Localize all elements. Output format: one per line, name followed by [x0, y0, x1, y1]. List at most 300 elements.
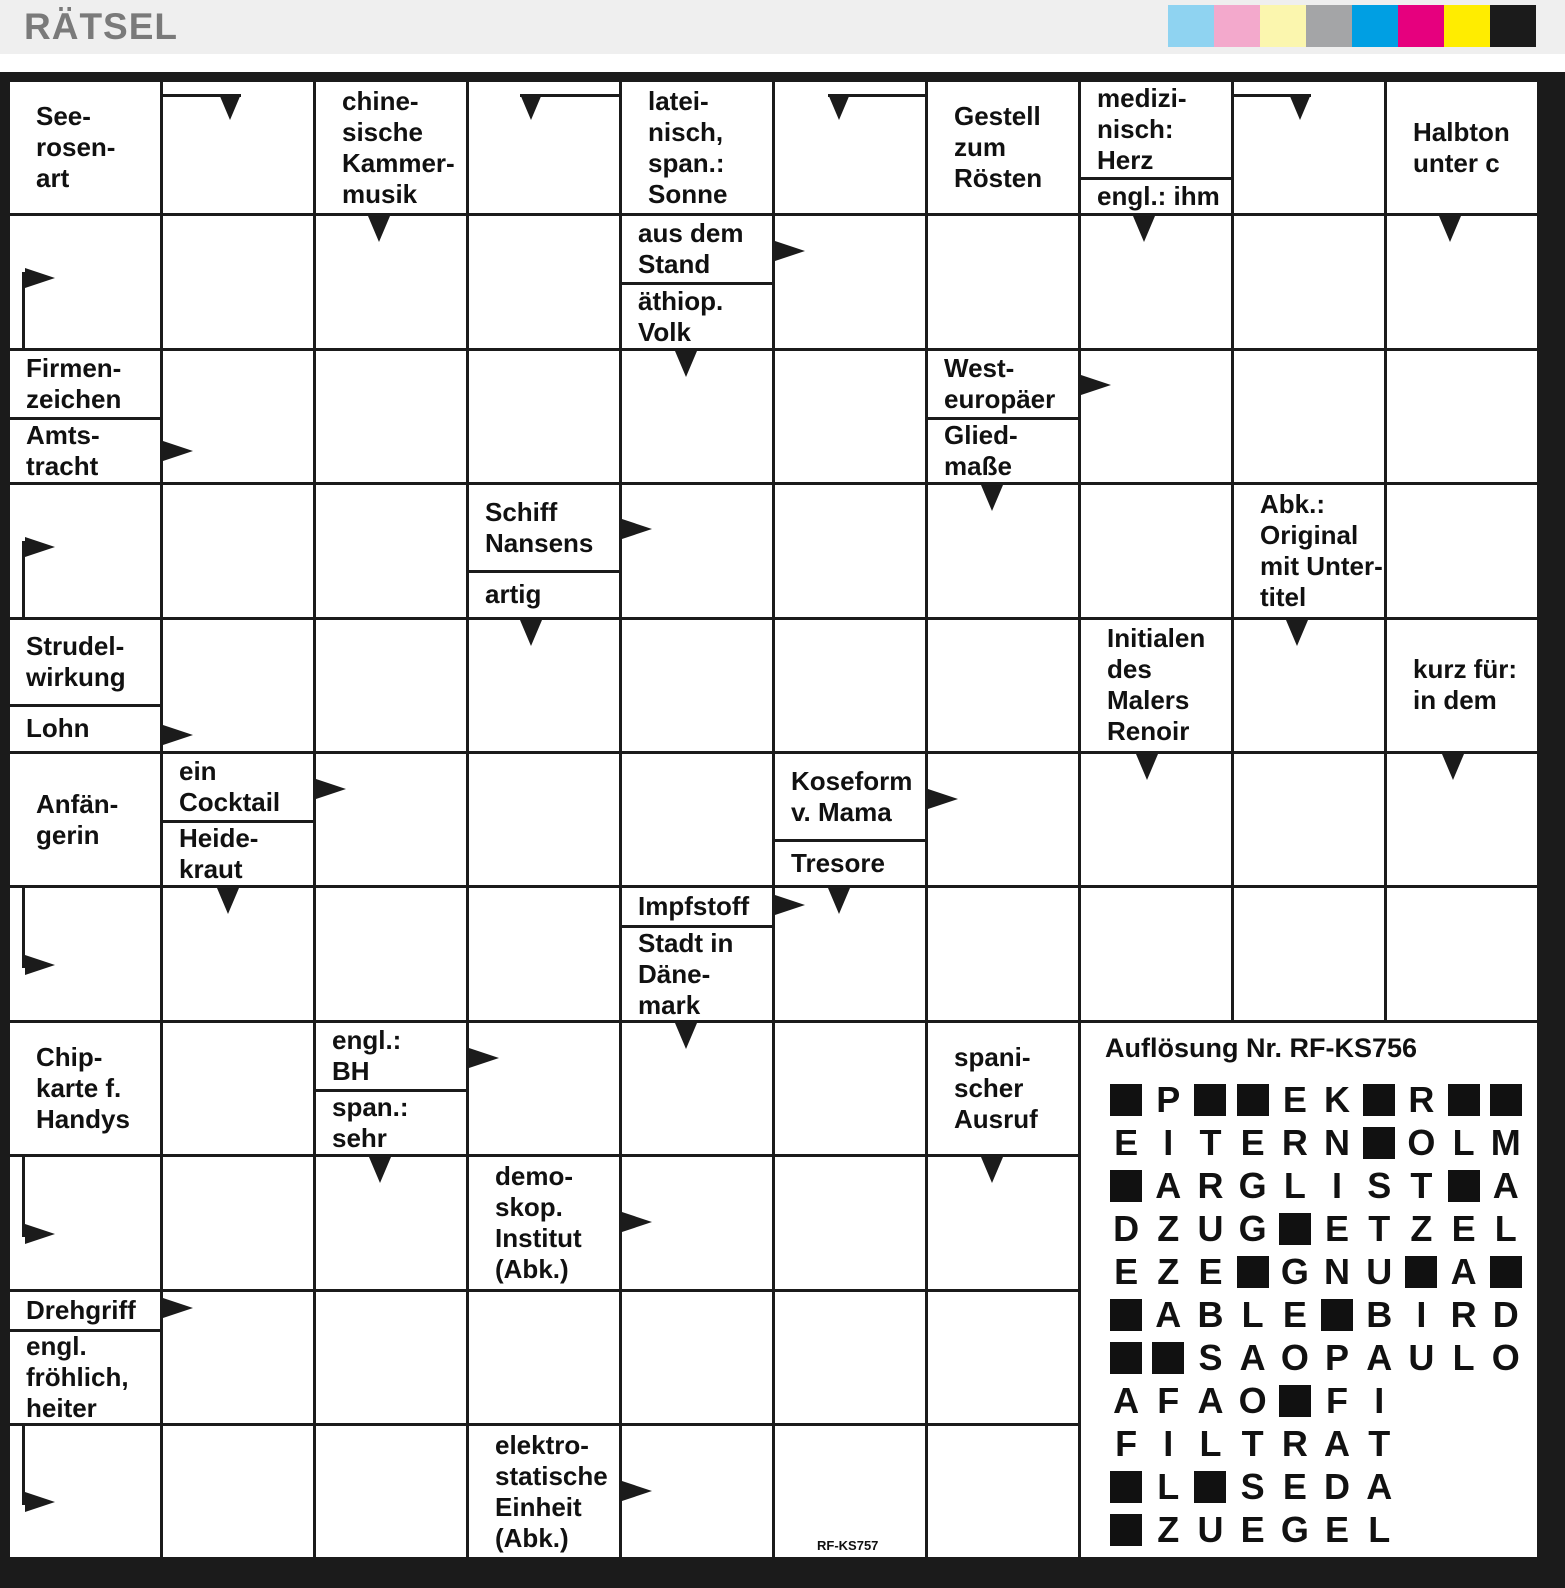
- grid-cell[interactable]: [316, 888, 466, 1019]
- solution-cell: R: [1281, 1122, 1308, 1164]
- solution-block: [1110, 1299, 1142, 1331]
- clue-cell: [469, 1426, 619, 1557]
- grid-cell[interactable]: [622, 1023, 772, 1154]
- grid-cell[interactable]: [1081, 351, 1231, 482]
- solution-cell: E: [1282, 1466, 1307, 1508]
- solution-cell: F: [1115, 1423, 1138, 1465]
- solution-cell: R: [1408, 1079, 1435, 1121]
- solution-cell: U: [1197, 1509, 1224, 1551]
- color-swatch: [1168, 5, 1214, 47]
- solution-block: [1321, 1299, 1353, 1331]
- solution-row: [1105, 1423, 1527, 1466]
- solution-cell: O: [1407, 1122, 1436, 1164]
- solution-cell: E: [1198, 1251, 1223, 1293]
- clue-bottom: [775, 842, 925, 885]
- solution-block: [1237, 1084, 1269, 1116]
- solution-cell: [1358, 1079, 1400, 1122]
- clue-top: [622, 888, 772, 925]
- grid-cell[interactable]: [316, 216, 466, 347]
- clue-text: chine- sische Kammer- musik: [342, 85, 455, 209]
- arrow-down-icon: [1286, 620, 1308, 646]
- solution-cell: [1105, 1079, 1147, 1122]
- arrow-right-icon: [469, 1048, 499, 1068]
- grid-cell[interactable]: [163, 485, 313, 616]
- solution-cell: A: [1197, 1380, 1224, 1422]
- solution-cell: I: [1332, 1165, 1343, 1207]
- solution-cell: F: [1157, 1380, 1180, 1422]
- solution-cell: [1232, 1079, 1274, 1122]
- solution-cell: L: [1157, 1466, 1180, 1508]
- solution-block: [1363, 1084, 1395, 1116]
- print-color-bar: [1168, 5, 1536, 47]
- solution-block: [1110, 1514, 1142, 1546]
- grid-cell[interactable]: [469, 620, 619, 751]
- clue-text: spani- scher Ausruf: [954, 1041, 1038, 1134]
- grid-cell[interactable]: [469, 1292, 619, 1423]
- solution-cell: Z: [1157, 1208, 1180, 1250]
- grid-cell[interactable]: [622, 620, 772, 751]
- grid-cell[interactable]: [1387, 888, 1537, 1019]
- arrow-down-icon: [1439, 216, 1461, 242]
- grid-cell[interactable]: [469, 888, 619, 1019]
- solution-cell: L: [1452, 1122, 1475, 1164]
- grid-cell[interactable]: [775, 216, 925, 347]
- clue-cell: [622, 82, 772, 213]
- grid-cell[interactable]: [1234, 620, 1384, 751]
- arrow-down-icon: [520, 94, 542, 120]
- arrow-right-icon: [316, 779, 346, 799]
- clue-text: Glied- maße: [944, 419, 1018, 481]
- clue-text: artig: [485, 579, 542, 610]
- clue-top: [10, 1292, 160, 1329]
- solution-block: [1279, 1385, 1311, 1417]
- solution-cell: T: [1241, 1423, 1264, 1465]
- solution-cell: I: [1163, 1122, 1174, 1164]
- arrow-right-icon: [622, 1481, 652, 1501]
- arrow-right-icon: [775, 241, 805, 261]
- arrow-right-icon: [25, 268, 55, 288]
- solution-cell: O: [1491, 1337, 1520, 1379]
- solution-cell: E: [1325, 1208, 1350, 1250]
- solution-cell: S: [1240, 1466, 1265, 1508]
- clue-bottom: [316, 1092, 466, 1154]
- grid-cell[interactable]: [163, 216, 313, 347]
- arrow-down-icon: [981, 1157, 1003, 1183]
- solution-row: [1105, 1122, 1527, 1165]
- grid-cell[interactable]: [622, 754, 772, 885]
- grid-cell[interactable]: [775, 351, 925, 482]
- grid-cell[interactable]: [316, 1292, 466, 1423]
- grid-cell[interactable]: [775, 1023, 925, 1154]
- solution-cell: E: [1240, 1509, 1265, 1551]
- solution-cell: E: [1114, 1251, 1139, 1293]
- clue-cell-split: [775, 754, 925, 885]
- grid-cell[interactable]: [928, 620, 1078, 751]
- grid-cell[interactable]: [928, 1426, 1078, 1557]
- color-swatch: [1444, 5, 1490, 47]
- solution-cell: I: [1374, 1380, 1385, 1422]
- solution-row: [1105, 1165, 1527, 1208]
- clue-cell: [10, 1023, 160, 1154]
- solution-cell: [1443, 1165, 1485, 1208]
- grid-cell[interactable]: [316, 754, 466, 885]
- solution-cell: G: [1238, 1165, 1267, 1207]
- solution-block: [1110, 1471, 1142, 1503]
- clue-cell: [10, 754, 160, 885]
- grid-cell[interactable]: [316, 351, 466, 482]
- grid-cell[interactable]: [163, 351, 313, 482]
- solution-cell: E: [1325, 1509, 1350, 1551]
- clue-text: demo- skop. Institut (Abk.): [495, 1160, 582, 1284]
- solution-cell: E: [1240, 1122, 1265, 1164]
- solution-row: [1105, 1509, 1527, 1552]
- solution-block: [1448, 1170, 1480, 1202]
- solution-cell: M: [1490, 1122, 1521, 1164]
- arrow-right-icon: [25, 1492, 55, 1512]
- arrow-stem: [1234, 94, 1311, 97]
- solution-cell: [1274, 1208, 1316, 1251]
- solution-cell: N: [1324, 1251, 1351, 1293]
- color-swatch: [1306, 5, 1352, 47]
- arrow-right-icon: [928, 789, 958, 809]
- solution-cell: [1316, 1294, 1358, 1337]
- solution-block: [1279, 1213, 1311, 1245]
- clue-text: Anfän- gerin: [36, 788, 119, 850]
- color-swatch: [1352, 5, 1398, 47]
- clue-cell: [316, 82, 466, 213]
- clue-top: [1081, 82, 1231, 177]
- solution-cell: [1400, 1251, 1442, 1294]
- arrow-down-icon: [520, 620, 542, 646]
- grid-cell[interactable]: [775, 485, 925, 616]
- solution-cell: Z: [1157, 1251, 1180, 1293]
- clue-top: [775, 754, 925, 839]
- grid-cell[interactable]: [622, 351, 772, 482]
- clue-text: Firmen- zeichen: [26, 352, 122, 414]
- solution-cell: [1358, 1122, 1400, 1165]
- clue-cell-split: [10, 351, 160, 482]
- arrow-down-icon: [675, 351, 697, 377]
- solution-cell: T: [1410, 1165, 1433, 1207]
- solution-cell: T: [1368, 1208, 1391, 1250]
- color-swatch: [1490, 5, 1536, 47]
- clue-text: Schiff Nansens: [485, 496, 594, 558]
- solution-cell: F: [1326, 1380, 1349, 1422]
- solution-cell: E: [1451, 1208, 1476, 1250]
- solution-cell: L: [1494, 1208, 1517, 1250]
- solution-row: [1105, 1380, 1527, 1423]
- grid-cell[interactable]: [928, 216, 1078, 347]
- clue-cell: [10, 82, 160, 213]
- clue-bottom: [622, 928, 772, 1019]
- solution-block: [1110, 1170, 1142, 1202]
- clue-text: elektro- statische Einheit (Abk.): [495, 1429, 608, 1553]
- solution-cell: T: [1199, 1122, 1222, 1164]
- solution-cell: L: [1283, 1165, 1306, 1207]
- grid-cell[interactable]: [1387, 485, 1537, 616]
- grid-cell[interactable]: [928, 1292, 1078, 1423]
- solution-cell: U: [1408, 1337, 1435, 1379]
- grid-cell[interactable]: [928, 754, 1078, 885]
- clue-top: [469, 485, 619, 570]
- clue-cell: [1081, 620, 1231, 751]
- solution-cell: [1443, 1079, 1485, 1122]
- color-swatch: [1398, 5, 1444, 47]
- clue-text: Abk.: Original mit Unter- titel: [1260, 488, 1383, 612]
- grid-cell[interactable]: [316, 1157, 466, 1288]
- clue-text: Lohn: [26, 713, 90, 744]
- solution-cell: A: [1155, 1294, 1182, 1336]
- clue-cell-split: [622, 888, 772, 1019]
- solution-box: [1081, 1023, 1537, 1558]
- solution-block: [1448, 1084, 1480, 1116]
- solution-block: [1237, 1256, 1269, 1288]
- solution-cell: D: [1113, 1208, 1140, 1250]
- clue-cell: [928, 82, 1078, 213]
- solution-block: [1110, 1342, 1142, 1374]
- grid-cell[interactable]: [469, 216, 619, 347]
- clue-top: [622, 216, 772, 282]
- solution-row: [1105, 1337, 1527, 1380]
- grid-cell[interactable]: [163, 1023, 313, 1154]
- solution-cell: [1105, 1294, 1147, 1337]
- solution-row: [1105, 1251, 1527, 1294]
- solution-block: [1110, 1084, 1142, 1116]
- grid-cell[interactable]: [928, 888, 1078, 1019]
- clue-text: Chip- karte f. Handys: [36, 1041, 130, 1134]
- clue-text: Strudel- wirkung: [26, 630, 126, 692]
- clue-text: Koseform v. Mama: [791, 765, 913, 827]
- arrow-stem: [163, 94, 241, 97]
- page-title: RÄTSEL: [24, 6, 178, 47]
- arrow-right-icon: [25, 1224, 55, 1244]
- solution-cell: A: [1239, 1337, 1266, 1379]
- arrow-stem: [828, 94, 925, 97]
- solution-block: [1405, 1256, 1437, 1288]
- arrow-down-icon: [369, 1157, 391, 1183]
- solution-cell: B: [1197, 1294, 1224, 1336]
- solution-cell: L: [1452, 1337, 1475, 1379]
- arrow-right-icon: [163, 725, 193, 745]
- solution-cell: E: [1282, 1294, 1307, 1336]
- solution-cell: O: [1280, 1337, 1309, 1379]
- solution-cell: P: [1156, 1079, 1181, 1121]
- solution-row: [1105, 1208, 1527, 1251]
- arrow-down-icon: [1136, 754, 1158, 780]
- arrow-down-icon: [1289, 94, 1311, 120]
- clue-top: [928, 351, 1078, 417]
- arrow-down-icon: [1442, 754, 1464, 780]
- solution-cell: [1485, 1251, 1527, 1294]
- grid-cell[interactable]: [316, 620, 466, 751]
- solution-cell: G: [1280, 1251, 1309, 1293]
- solution-cell: I: [1163, 1423, 1174, 1465]
- arrow-down-icon: [219, 94, 241, 120]
- solution-cell: [1105, 1466, 1147, 1509]
- solution-cell: G: [1238, 1208, 1267, 1250]
- grid-cell[interactable]: [469, 1023, 619, 1154]
- arrow-right-icon: [163, 1298, 193, 1318]
- grid-cell[interactable]: [1234, 216, 1384, 347]
- clue-cell: [928, 1023, 1078, 1154]
- grid-cell[interactable]: [163, 1157, 313, 1288]
- solution-cell: [1105, 1337, 1147, 1380]
- clue-text: engl.: BH: [332, 1024, 402, 1086]
- clue-text: engl. fröhlich, heiter: [26, 1330, 129, 1423]
- grid-cell[interactable]: [1234, 754, 1384, 885]
- clue-bottom: [622, 285, 772, 347]
- arrow-down-icon: [828, 94, 850, 120]
- solution-row: [1105, 1294, 1527, 1337]
- grid-cell[interactable]: [775, 82, 925, 213]
- solution-cell: S: [1367, 1165, 1392, 1207]
- solution-cell: K: [1324, 1079, 1351, 1121]
- grid-cell[interactable]: [316, 1426, 466, 1557]
- clue-text: medizi- nisch: Herz: [1097, 83, 1187, 175]
- clue-text: äthiop. Volk: [638, 285, 724, 347]
- grid-cell[interactable]: [1234, 351, 1384, 482]
- solution-cell: P: [1325, 1337, 1350, 1379]
- grid-cell[interactable]: [622, 485, 772, 616]
- solution-cell: O: [1238, 1380, 1267, 1422]
- page-header: [0, 0, 1565, 54]
- clue-top: [10, 620, 160, 704]
- clue-text: latei- nisch, span.: Sonne: [648, 85, 728, 209]
- solution-cell: D: [1492, 1294, 1519, 1336]
- solution-cell: S: [1198, 1337, 1223, 1379]
- color-swatch: [1260, 5, 1306, 47]
- grid-cell[interactable]: [1387, 351, 1537, 482]
- crossword-grid: [10, 82, 1536, 1562]
- grid-cell[interactable]: [1081, 888, 1231, 1019]
- solution-cell: A: [1324, 1423, 1351, 1465]
- puzzle-code: RF-KS757: [817, 1538, 879, 1553]
- grid-cell[interactable]: [316, 485, 466, 616]
- clue-bottom: [10, 1332, 160, 1423]
- solution-cell: [1189, 1466, 1231, 1509]
- clue-text: West- europäer: [944, 352, 1056, 414]
- clue-top: [163, 754, 313, 820]
- solution-cell: A: [1450, 1251, 1477, 1293]
- solution-cell: Z: [1157, 1509, 1180, 1551]
- grid-cell[interactable]: [469, 754, 619, 885]
- clue-bottom: [10, 707, 160, 751]
- grid-cell[interactable]: [163, 1426, 313, 1557]
- solution-cell: E: [1114, 1122, 1139, 1164]
- grid-cell[interactable]: [622, 1292, 772, 1423]
- clue-bottom: [1081, 180, 1231, 213]
- clue-text: Impfstoff: [638, 891, 750, 922]
- solution-cell: B: [1366, 1294, 1393, 1336]
- solution-cell: I: [1416, 1294, 1427, 1336]
- solution-cell: [1274, 1380, 1316, 1423]
- clue-text: Drehgriff: [26, 1294, 136, 1325]
- clue-text: See- rosen- art: [36, 101, 116, 194]
- solution-cell: L: [1241, 1294, 1264, 1336]
- clue-text: kurz für: in dem: [1413, 654, 1517, 716]
- grid-cell[interactable]: [775, 620, 925, 751]
- grid-cell[interactable]: [928, 485, 1078, 616]
- solution-cell: [1232, 1251, 1274, 1294]
- solution-cell: [1147, 1337, 1189, 1380]
- clue-cell-split: [622, 216, 772, 347]
- arrow-down-icon: [828, 888, 850, 914]
- clue-cell-split: [928, 351, 1078, 482]
- arrow-right-icon: [622, 1212, 652, 1232]
- solution-cell: R: [1197, 1165, 1224, 1207]
- solution-cell: L: [1368, 1509, 1391, 1551]
- clue-text: Stadt in Däne- mark: [638, 927, 734, 1020]
- solution-cell: [1105, 1509, 1147, 1552]
- clue-text: Heide- kraut: [179, 823, 259, 885]
- arrow-down-icon: [675, 1023, 697, 1049]
- solution-grid: [1105, 1079, 1527, 1552]
- solution-cell: A: [1155, 1165, 1182, 1207]
- clue-bottom: [928, 420, 1078, 482]
- arrow-right-icon: [163, 441, 193, 461]
- clue-cell: [1387, 82, 1537, 213]
- clue-cell-split: [10, 1292, 160, 1423]
- grid-cell[interactable]: [1387, 216, 1537, 347]
- solution-cell: T: [1368, 1423, 1391, 1465]
- grid-cell[interactable]: [469, 351, 619, 482]
- solution-row: [1105, 1079, 1527, 1122]
- arrow-stem: [520, 94, 619, 97]
- solution-row: [1105, 1466, 1527, 1509]
- clue-cell: [1234, 485, 1384, 616]
- solution-title: Auflösung Nr. RF-KS756: [1105, 1032, 1418, 1063]
- solution-block: [1490, 1256, 1522, 1288]
- solution-cell: A: [1366, 1466, 1393, 1508]
- solution-cell: N: [1324, 1122, 1351, 1164]
- arrow-right-icon: [1081, 375, 1111, 395]
- clue-cell-split: [316, 1023, 466, 1154]
- solution-cell: G: [1280, 1509, 1309, 1551]
- solution-block: [1363, 1127, 1395, 1159]
- grid-cell[interactable]: [775, 1157, 925, 1288]
- grid-cell[interactable]: [1234, 888, 1384, 1019]
- clue-text: span.: sehr: [332, 1091, 409, 1153]
- grid-cell[interactable]: [928, 1157, 1078, 1288]
- arrow-right-icon: [622, 519, 652, 539]
- clue-cell: [1387, 620, 1537, 751]
- solution-cell: [1105, 1165, 1147, 1208]
- clue-bottom: [10, 420, 160, 482]
- clue-cell-split: [10, 620, 160, 751]
- arrow-down-icon: [981, 485, 1003, 511]
- clue-bottom: [163, 823, 313, 885]
- solution-cell: A: [1366, 1337, 1393, 1379]
- arrow-down-icon: [217, 888, 239, 914]
- grid-cell[interactable]: [1081, 485, 1231, 616]
- grid-cell[interactable]: [1081, 216, 1231, 347]
- arrow-down-icon: [1133, 216, 1155, 242]
- solution-cell: U: [1197, 1208, 1224, 1250]
- clue-bottom: [469, 573, 619, 616]
- solution-cell: Z: [1410, 1208, 1433, 1250]
- grid-cell[interactable]: [469, 82, 619, 213]
- clue-cell-split: [163, 754, 313, 885]
- arrow-right-icon: [775, 895, 805, 915]
- arrow-right-icon: [25, 537, 55, 557]
- grid-cell[interactable]: [775, 1292, 925, 1423]
- solution-cell: E: [1282, 1079, 1307, 1121]
- solution-block: [1194, 1084, 1226, 1116]
- solution-block: [1194, 1471, 1226, 1503]
- clue-cell-split: [469, 485, 619, 616]
- solution-cell: A: [1113, 1380, 1140, 1422]
- solution-cell: D: [1324, 1466, 1351, 1508]
